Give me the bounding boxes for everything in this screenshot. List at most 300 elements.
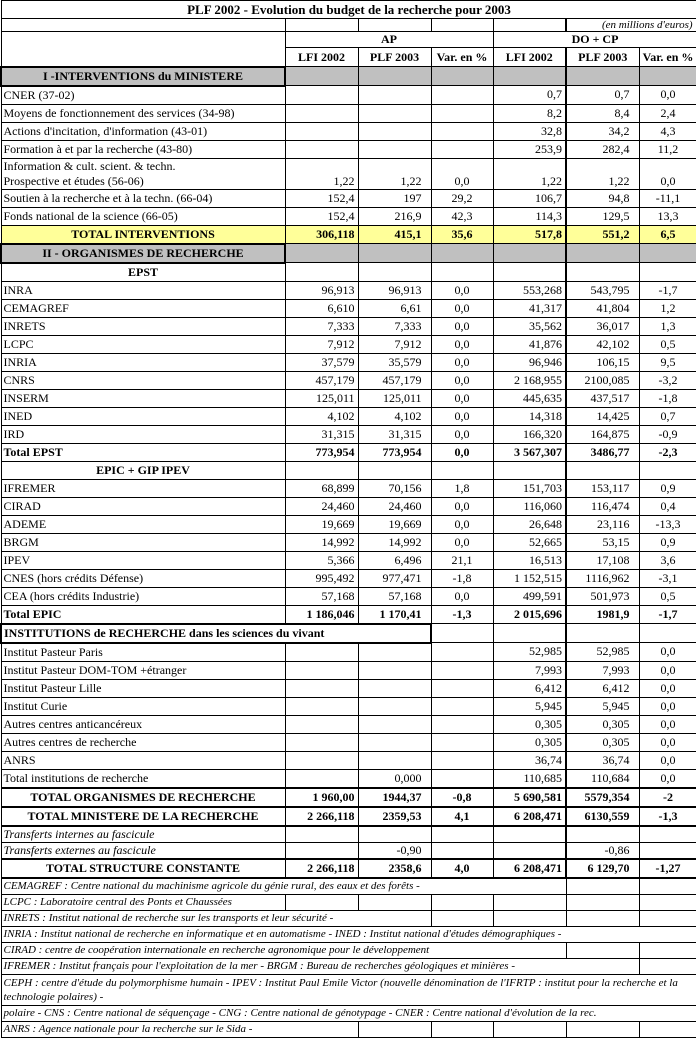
- value-cell: 0,7: [493, 86, 566, 105]
- value-cell: 125,011: [285, 389, 358, 407]
- value-cell: 0,7: [566, 86, 639, 105]
- empty-cell: [639, 1021, 696, 1037]
- value-cell: -0,9: [639, 425, 696, 443]
- value-cell: 0,9: [639, 479, 696, 497]
- value-cell: -1,27: [639, 859, 696, 878]
- column-group-row: [1, 32, 696, 48]
- value-cell: 152,4: [285, 189, 358, 207]
- value-cell: [493, 842, 566, 859]
- row-label: Transferts externes au fascicule: [1, 842, 285, 859]
- value-cell: 9,5: [639, 353, 696, 371]
- value-cell: [431, 122, 493, 140]
- value-cell: 1 170,41: [358, 605, 431, 624]
- table-row: [1, 317, 696, 335]
- table-row: [1, 389, 696, 407]
- value-cell: 35,6: [431, 225, 493, 244]
- footnote-row: [1, 926, 696, 942]
- table-row: [1, 479, 696, 497]
- empty-cell: [639, 67, 696, 86]
- table-header: [1, 1, 696, 67]
- value-cell: 41,876: [493, 335, 566, 353]
- value-cell: 6 208,471: [493, 807, 566, 826]
- value-cell: 7,333: [285, 317, 358, 335]
- table-row: [1, 826, 696, 843]
- value-cell: 2 266,118: [285, 859, 358, 878]
- table-row: [1, 587, 696, 605]
- row-label: INRIA: [1, 353, 285, 371]
- value-cell: 2100,085: [566, 371, 639, 389]
- row-label: Total institutions de recherche: [1, 769, 285, 788]
- budget-table-body: [1, 67, 696, 878]
- page-title: PLF 2002 - Evolution du budget de la recherche pour 2003: [1, 1, 696, 19]
- empty-cell: [493, 894, 566, 910]
- value-cell: -2: [639, 788, 696, 807]
- value-cell: 14,992: [285, 533, 358, 551]
- value-cell: [285, 140, 358, 158]
- value-cell: 31,315: [358, 425, 431, 443]
- value-cell: [431, 104, 493, 122]
- value-cell: 1,2: [639, 299, 696, 317]
- value-cell: 116,060: [493, 497, 566, 515]
- footnote-text: CEPH : centre d'étude du polymorphisme humain - IPEV : Institut Paul Emile Victor (nouvelle dénomination de l'IFRTP : institut pour la recherche et la technologie polaires) -: [1, 974, 696, 1005]
- row-label: IFREMER: [1, 479, 285, 497]
- value-cell: 94,8: [566, 189, 639, 207]
- value-cell: 445,635: [493, 389, 566, 407]
- value-cell: 125,011: [358, 389, 431, 407]
- value-cell: [566, 826, 639, 843]
- value-cell: 116,474: [566, 497, 639, 515]
- empty-cell: [566, 461, 639, 479]
- value-cell: [285, 697, 358, 715]
- value-cell: [285, 661, 358, 679]
- value-cell: 1944,37: [358, 788, 431, 807]
- value-cell: 0,0: [431, 281, 493, 299]
- empty-cell: [285, 244, 358, 263]
- value-cell: 543,795: [566, 281, 639, 299]
- row-label: TOTAL STRUCTURE CONSTANTE: [1, 859, 285, 878]
- empty-cell: [285, 263, 358, 282]
- footnote-row: [1, 974, 696, 1005]
- row-label: CNER (37-02): [1, 86, 285, 105]
- footnote-row: [1, 894, 696, 910]
- value-cell: 0,0: [431, 299, 493, 317]
- value-cell: 0,0: [639, 715, 696, 733]
- section-label: INSTITUTIONS de RECHERCHE dans les sciences du vivant: [1, 624, 431, 643]
- value-cell: [431, 715, 493, 733]
- column-header: PLF 2003: [566, 48, 639, 67]
- value-cell: 2 015,696: [493, 605, 566, 624]
- value-cell: [285, 86, 358, 105]
- row-label: Transferts internes au fascicule: [1, 826, 285, 843]
- value-cell: [285, 104, 358, 122]
- value-cell: 5 690,581: [493, 788, 566, 807]
- empty-cell: [566, 263, 639, 282]
- table-row: [1, 299, 696, 317]
- value-cell: 6,412: [566, 679, 639, 697]
- value-cell: 110,685: [493, 769, 566, 788]
- column-header: Var. en %: [431, 48, 493, 67]
- value-cell: 0,4: [639, 497, 696, 515]
- empty-cell: [431, 894, 493, 910]
- footnote-row: [1, 878, 696, 895]
- empty-cell: [431, 1021, 493, 1037]
- table-row: [1, 605, 696, 624]
- value-cell: 0,5: [639, 587, 696, 605]
- table-row: [1, 624, 696, 643]
- table-row: [1, 697, 696, 715]
- table-row: [1, 461, 696, 479]
- value-cell: 1,22: [493, 158, 566, 189]
- table-row: [1, 842, 696, 859]
- value-cell: 0,0: [639, 158, 696, 189]
- value-cell: 517,8: [493, 225, 566, 244]
- row-label: Actions d'incitation, d'information (43-01): [1, 122, 285, 140]
- value-cell: 35,579: [358, 353, 431, 371]
- value-cell: 41,317: [493, 299, 566, 317]
- value-cell: [358, 733, 431, 751]
- table-row: [1, 207, 696, 225]
- value-cell: 1981,9: [566, 605, 639, 624]
- value-cell: 52,665: [493, 533, 566, 551]
- table-row: [1, 533, 696, 551]
- value-cell: 1,3: [639, 317, 696, 335]
- value-cell: 0,000: [358, 769, 431, 788]
- value-cell: 4,0: [431, 859, 493, 878]
- footnote-text: CIRAD : centre de coopération internationale en recherche agronomique pour le développement: [1, 942, 566, 958]
- value-cell: 57,168: [285, 587, 358, 605]
- value-cell: 437,517: [566, 389, 639, 407]
- empty-cell: [639, 878, 696, 895]
- value-cell: -3,2: [639, 371, 696, 389]
- value-cell: 5579,354: [566, 788, 639, 807]
- footnote-text: LCPC : Laboratoire central des Ponts et Chaussées: [1, 894, 285, 910]
- value-cell: 7,993: [566, 661, 639, 679]
- value-cell: [358, 140, 431, 158]
- row-label: ADEME: [1, 515, 285, 533]
- table-row: [1, 189, 696, 207]
- value-cell: 0,0: [431, 533, 493, 551]
- footnote-row: [1, 958, 696, 974]
- value-cell: [285, 715, 358, 733]
- column-group-ap: AP: [285, 32, 493, 48]
- value-cell: [431, 697, 493, 715]
- value-cell: 6,61: [358, 299, 431, 317]
- row-label: Soutien à la recherche et à la techn. (66-04): [1, 189, 285, 207]
- value-cell: 2359,53: [358, 807, 431, 826]
- table-row: [1, 335, 696, 353]
- empty-cell: [431, 244, 493, 263]
- value-cell: -11,1: [639, 189, 696, 207]
- value-cell: 8,2: [493, 104, 566, 122]
- empty-cell: [639, 244, 696, 263]
- empty-cell: [1, 32, 285, 67]
- value-cell: [431, 140, 493, 158]
- value-cell: 36,017: [566, 317, 639, 335]
- row-label: Total EPIC: [1, 605, 285, 624]
- value-cell: 5,945: [566, 697, 639, 715]
- value-cell: 457,179: [285, 371, 358, 389]
- value-cell: 7,993: [493, 661, 566, 679]
- value-cell: 106,7: [493, 189, 566, 207]
- value-cell: 53,15: [566, 533, 639, 551]
- footnote-row: [1, 942, 696, 958]
- empty-cell: [431, 461, 493, 479]
- table-row: [1, 86, 696, 105]
- value-cell: -2,3: [639, 443, 696, 461]
- value-cell: [493, 826, 566, 843]
- column-header: Var. en %: [639, 48, 696, 67]
- title-row: [1, 1, 696, 19]
- table-row: [1, 67, 696, 86]
- footnotes-body: [1, 878, 696, 1038]
- table-row: [1, 353, 696, 371]
- value-cell: 773,954: [285, 443, 358, 461]
- table-row: [1, 104, 696, 122]
- value-cell: 42,102: [566, 335, 639, 353]
- value-cell: -1,8: [431, 569, 493, 587]
- value-cell: [358, 122, 431, 140]
- value-cell: 2,4: [639, 104, 696, 122]
- units-row: [1, 19, 696, 32]
- section-label: EPST: [1, 263, 285, 282]
- value-cell: 166,320: [493, 425, 566, 443]
- empty-cell: [431, 67, 493, 86]
- value-cell: [358, 826, 431, 843]
- table-row: [1, 515, 696, 533]
- column-group-docp: DO + CP: [493, 32, 696, 48]
- value-cell: 1,22: [566, 158, 639, 189]
- row-label: LCPC: [1, 335, 285, 353]
- value-cell: 4,3: [639, 122, 696, 140]
- empty-cell: [566, 244, 639, 263]
- value-cell: 0,305: [493, 715, 566, 733]
- row-label: INED: [1, 407, 285, 425]
- empty-cell: [493, 624, 566, 643]
- value-cell: -0,90: [358, 842, 431, 859]
- empty-cell: [639, 624, 696, 643]
- row-label: TOTAL INTERVENTIONS: [1, 225, 285, 244]
- value-cell: 0,305: [566, 715, 639, 733]
- value-cell: 0,9: [639, 533, 696, 551]
- value-cell: 4,102: [358, 407, 431, 425]
- value-cell: 6130,559: [566, 807, 639, 826]
- row-label: IPEV: [1, 551, 285, 569]
- empty-cell: [566, 878, 639, 895]
- row-label: INRETS: [1, 317, 285, 335]
- empty-cell: [285, 894, 358, 910]
- value-cell: 2 168,955: [493, 371, 566, 389]
- value-cell: [639, 826, 696, 843]
- value-cell: 152,4: [285, 207, 358, 225]
- row-label: Institut Curie: [1, 697, 285, 715]
- table-row: [1, 643, 696, 662]
- value-cell: 13,3: [639, 207, 696, 225]
- value-cell: [285, 842, 358, 859]
- value-cell: [285, 122, 358, 140]
- table-row: [1, 751, 696, 769]
- empty-cell: [358, 244, 431, 263]
- empty-cell: [493, 67, 566, 86]
- empty-cell: [431, 19, 493, 32]
- value-cell: 5,945: [493, 697, 566, 715]
- table-row: [1, 715, 696, 733]
- empty-cell: [566, 624, 639, 643]
- table-row: [1, 140, 696, 158]
- value-cell: 57,168: [358, 587, 431, 605]
- footnote-text: IFREMER : Institut français pour l'exploitation de la mer - BRGM : Bureau de recherches géologiques et minières -: [1, 958, 639, 974]
- value-cell: [431, 679, 493, 697]
- row-label: Autres centres de recherche: [1, 733, 285, 751]
- footnote-text: polaire - CNS : Centre national de séquençage - CNG : Centre national de génotypage - CNER : Centre national d'évolution de la rec.: [1, 1005, 696, 1021]
- value-cell: 7,912: [358, 335, 431, 353]
- value-cell: 0,0: [431, 515, 493, 533]
- table-row: [1, 443, 696, 461]
- value-cell: -1,7: [639, 605, 696, 624]
- value-cell: [358, 643, 431, 662]
- empty-cell: [493, 461, 566, 479]
- value-cell: [431, 661, 493, 679]
- table-row: [1, 859, 696, 878]
- row-label: CIRAD: [1, 497, 285, 515]
- empty-cell: [493, 244, 566, 263]
- value-cell: 24,460: [285, 497, 358, 515]
- value-cell: 0,0: [431, 407, 493, 425]
- value-cell: [358, 751, 431, 769]
- value-cell: 110,684: [566, 769, 639, 788]
- value-cell: 8,4: [566, 104, 639, 122]
- value-cell: 553,268: [493, 281, 566, 299]
- value-cell: 0,305: [566, 733, 639, 751]
- table-row: [1, 569, 696, 587]
- value-cell: 114,3: [493, 207, 566, 225]
- value-cell: [431, 643, 493, 662]
- value-cell: 0,0: [639, 86, 696, 105]
- row-label: Moyens de fonctionnement des services (34-98): [1, 104, 285, 122]
- row-label: Information & cult. scient. & techn. Prospective et études (56-06): [1, 158, 285, 189]
- empty-cell: [358, 67, 431, 86]
- empty-cell: [639, 263, 696, 282]
- value-cell: [358, 697, 431, 715]
- empty-cell: [566, 910, 639, 926]
- table-row: [1, 679, 696, 697]
- value-cell: [285, 751, 358, 769]
- value-cell: 499,591: [493, 587, 566, 605]
- value-cell: 977,471: [358, 569, 431, 587]
- table-row: [1, 807, 696, 826]
- row-label: INSERM: [1, 389, 285, 407]
- value-cell: 551,2: [566, 225, 639, 244]
- value-cell: 6,5: [639, 225, 696, 244]
- value-cell: 3,6: [639, 551, 696, 569]
- value-cell: 41,804: [566, 299, 639, 317]
- value-cell: 0,0: [431, 371, 493, 389]
- value-cell: 34,2: [566, 122, 639, 140]
- value-cell: 153,117: [566, 479, 639, 497]
- value-cell: 0,5: [639, 335, 696, 353]
- empty-cell: [358, 461, 431, 479]
- value-cell: 0,0: [431, 497, 493, 515]
- value-cell: 0,7: [639, 407, 696, 425]
- value-cell: [285, 643, 358, 662]
- row-label: CEMAGREF: [1, 299, 285, 317]
- value-cell: 164,875: [566, 425, 639, 443]
- value-cell: 0,0: [639, 751, 696, 769]
- empty-cell: [431, 263, 493, 282]
- value-cell: 773,954: [358, 443, 431, 461]
- table-row: [1, 407, 696, 425]
- value-cell: 37,579: [285, 353, 358, 371]
- table-row: [1, 263, 696, 282]
- value-cell: 6 208,471: [493, 859, 566, 878]
- value-cell: 0,0: [431, 443, 493, 461]
- value-cell: 0,0: [431, 425, 493, 443]
- value-cell: 68,899: [285, 479, 358, 497]
- row-label: CNRS: [1, 371, 285, 389]
- value-cell: 4,1: [431, 807, 493, 826]
- footnote-text: ANRS : Agence nationale pour la recherche sur le Sida -: [1, 1021, 358, 1037]
- table-row: [1, 497, 696, 515]
- value-cell: 106,15: [566, 353, 639, 371]
- empty-cell: [493, 910, 566, 926]
- row-label: Institut Pasteur Lille: [1, 679, 285, 697]
- row-label: Institut Pasteur DOM-TOM +étranger: [1, 661, 285, 679]
- value-cell: 70,156: [358, 479, 431, 497]
- value-cell: 6,412: [493, 679, 566, 697]
- empty-cell: [639, 942, 696, 958]
- value-cell: 19,669: [358, 515, 431, 533]
- value-cell: -13,3: [639, 515, 696, 533]
- row-label: BRGM: [1, 533, 285, 551]
- value-cell: [358, 661, 431, 679]
- footnote-text: INRETS : Institut national de recherche sur les transports et leur sécurité -: [1, 910, 431, 926]
- empty-cell: [493, 1021, 566, 1037]
- value-cell: [358, 715, 431, 733]
- table-row: [1, 425, 696, 443]
- value-cell: -0,8: [431, 788, 493, 807]
- value-cell: 36,74: [493, 751, 566, 769]
- empty-cell: [285, 19, 358, 32]
- value-cell: 14,992: [358, 533, 431, 551]
- value-cell: -0,86: [566, 842, 639, 859]
- value-cell: 2 266,118: [285, 807, 358, 826]
- value-cell: 0,0: [639, 769, 696, 788]
- empty-cell: [1, 19, 285, 32]
- empty-cell: [431, 910, 493, 926]
- value-cell: 6,610: [285, 299, 358, 317]
- value-cell: 0,0: [639, 733, 696, 751]
- value-cell: 0,0: [431, 158, 493, 189]
- value-cell: 0,0: [431, 317, 493, 335]
- value-cell: 6 129,70: [566, 859, 639, 878]
- value-cell: -1,3: [431, 605, 493, 624]
- footnote-row: [1, 1005, 696, 1021]
- value-cell: 32,8: [493, 122, 566, 140]
- value-cell: 14,318: [493, 407, 566, 425]
- table-row: [1, 281, 696, 299]
- value-cell: 5,366: [285, 551, 358, 569]
- empty-cell: [285, 67, 358, 86]
- empty-cell: [566, 67, 639, 86]
- value-cell: 1,22: [358, 158, 431, 189]
- value-cell: 129,5: [566, 207, 639, 225]
- table-row: [1, 769, 696, 788]
- row-label: INRA: [1, 281, 285, 299]
- value-cell: 0,0: [431, 587, 493, 605]
- value-cell: 7,912: [285, 335, 358, 353]
- value-cell: [431, 769, 493, 788]
- empty-cell: [566, 894, 639, 910]
- row-label: Fonds national de la science (66-05): [1, 207, 285, 225]
